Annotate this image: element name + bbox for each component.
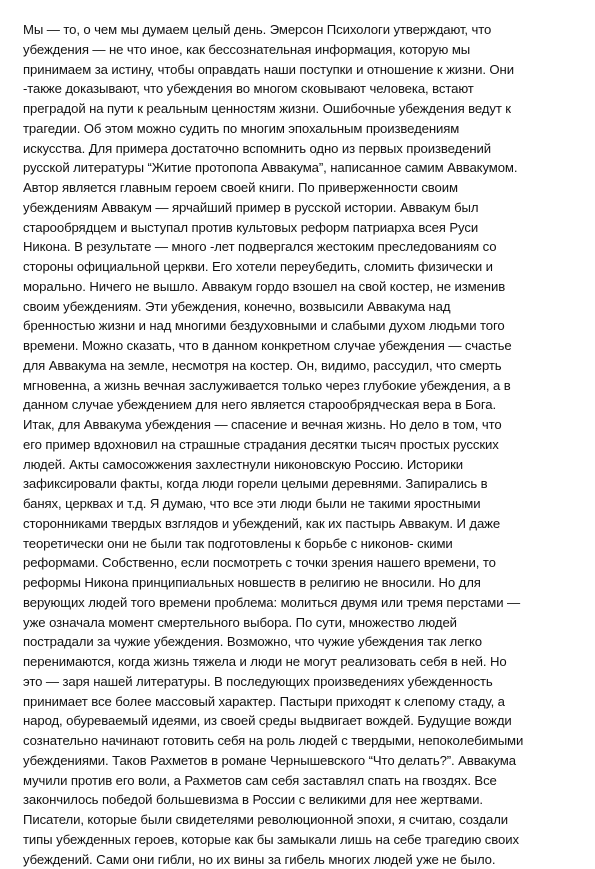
text-line: типы убежденных героев, которые как бы замыкали лишь на себе трагедию своих	[23, 830, 575, 850]
text-line: Мы — то, о чем мы думаем целый день. Эмерсон Психологи утверждают, что	[23, 20, 575, 40]
text-line: уже означала момент смертельного выбора. По сути, множество людей	[23, 613, 575, 633]
text-line: принимаем за истину, чтобы оправдать наши поступки и отношение к жизни. Они	[23, 60, 575, 80]
text-line: это — заря нашей литературы. В последующих произведениях убежденность	[23, 672, 575, 692]
text-line: пострадали за чужие убеждения. Возможно, что чужие убеждения так легко	[23, 632, 575, 652]
text-line: принимает все более массовый характер. Пастыри приходят к слепому стаду, а	[23, 692, 575, 712]
text-line: убеждениями. Таков Рахметов в романе Чернышевского “Что делать?”. Аввакума	[23, 751, 575, 771]
text-line: своим убеждениям. Эти убеждения, конечно, возвысили Аввакума над	[23, 297, 575, 317]
text-line: реформами. Собственно, если посмотреть с точки зрения нашего времени, то	[23, 553, 575, 573]
text-line: Автор является главным героем своей книги. По приверженности своим	[23, 178, 575, 198]
text-line: его пример вдохновил на страшные страдания десятки тысяч простых русских	[23, 435, 575, 455]
text-line: старообрядцем и выступал против культовых реформ патриарха всея Руси	[23, 218, 575, 238]
text-line: банях, церквах и т.д. Я думаю, что все эти люди были не такими яростными	[23, 494, 575, 514]
text-line: зафиксировали факты, когда люди горели целыми деревнями. Запирались в	[23, 474, 575, 494]
text-line: русской литературы “Житие протопопа Аввакума”, написанное самим Аввакумом.	[23, 158, 575, 178]
text-line: искусства. Для примера достаточно вспомнить одно из первых произведений	[23, 139, 575, 159]
text-line: -также доказывают, что убеждения во многом сковывают человека, встают	[23, 79, 575, 99]
text-line: мучили против его воли, а Рахметов сам себя заставлял спать на гвоздях. Все	[23, 771, 575, 791]
text-line: сознательно начинают готовить себя на роль людей с твердыми, непоколебимыми	[23, 731, 575, 751]
text-line: данном случае убеждением для него является старообрядческая вера в Бога.	[23, 395, 575, 415]
essay-text	[23, 20, 575, 869]
text-line: стороны официальной церкви. Его хотели переубедить, сломить физически и	[23, 257, 575, 277]
text-line: преградой на пути к реальным ценностям жизни. Ошибочные убеждения ведут к	[23, 99, 575, 119]
text-line: бренностью жизни и над многими бездуховными и слабыми духом людьми того	[23, 316, 575, 336]
text-line: закончилось победой большевизма в России с великими для нее жертвами.	[23, 790, 575, 810]
text-line: для Аввакума на земле, несмотря на костер. Он, видимо, рассудил, что смерть	[23, 356, 575, 376]
text-line: Никона. В результате — много -лет подвергался жестоким преследованиям со	[23, 237, 575, 257]
text-line: мгновенна, а жизнь вечная заслуживается только через глубокие убеждения, а в	[23, 376, 575, 396]
text-line: Итак, для Аввакума убеждения — спасение и вечная жизнь. Но дело в том, что	[23, 415, 575, 435]
text-line: Писатели, которые были свидетелями революционной эпохи, я считаю, создали	[23, 810, 575, 830]
text-line: реформы Никона принципиальных новшеств в религию не вносили. Но для	[23, 573, 575, 593]
text-line: убеждений. Сами они гибли, но их вины за гибель многих людей уже не было.	[23, 850, 575, 869]
text-line: людей. Акты самосожжения захлестнули никоновскую Россию. Историки	[23, 455, 575, 475]
text-line: сторонниками твердых взглядов и убеждений, как их пастырь Аввакум. И даже	[23, 514, 575, 534]
text-line: убеждениям Аввакум — ярчайший пример в русской истории. Аввакум был	[23, 198, 575, 218]
text-line: времени. Можно сказать, что в данном конкретном случае убеждения — счастье	[23, 336, 575, 356]
text-line: морально. Ничего не вышло. Аввакум гордо взошел на свой костер, не изменив	[23, 277, 575, 297]
text-line: трагедии. Об этом можно судить по многим эпохальным произведениям	[23, 119, 575, 139]
text-line: верующих людей того времени проблема: молиться двумя или тремя перстами —	[23, 593, 575, 613]
text-line: убеждения — не что иное, как бессознательная информация, которую мы	[23, 40, 575, 60]
text-line: теоретически они не были так подготовлены к борьбе с никонов- скими	[23, 534, 575, 554]
text-line: народ, обуреваемый идеями, из своей среды выдвигает вождей. Будущие вожди	[23, 711, 575, 731]
text-line: перенимаются, когда жизнь тяжела и люди не могут реализовать себя в ней. Но	[23, 652, 575, 672]
